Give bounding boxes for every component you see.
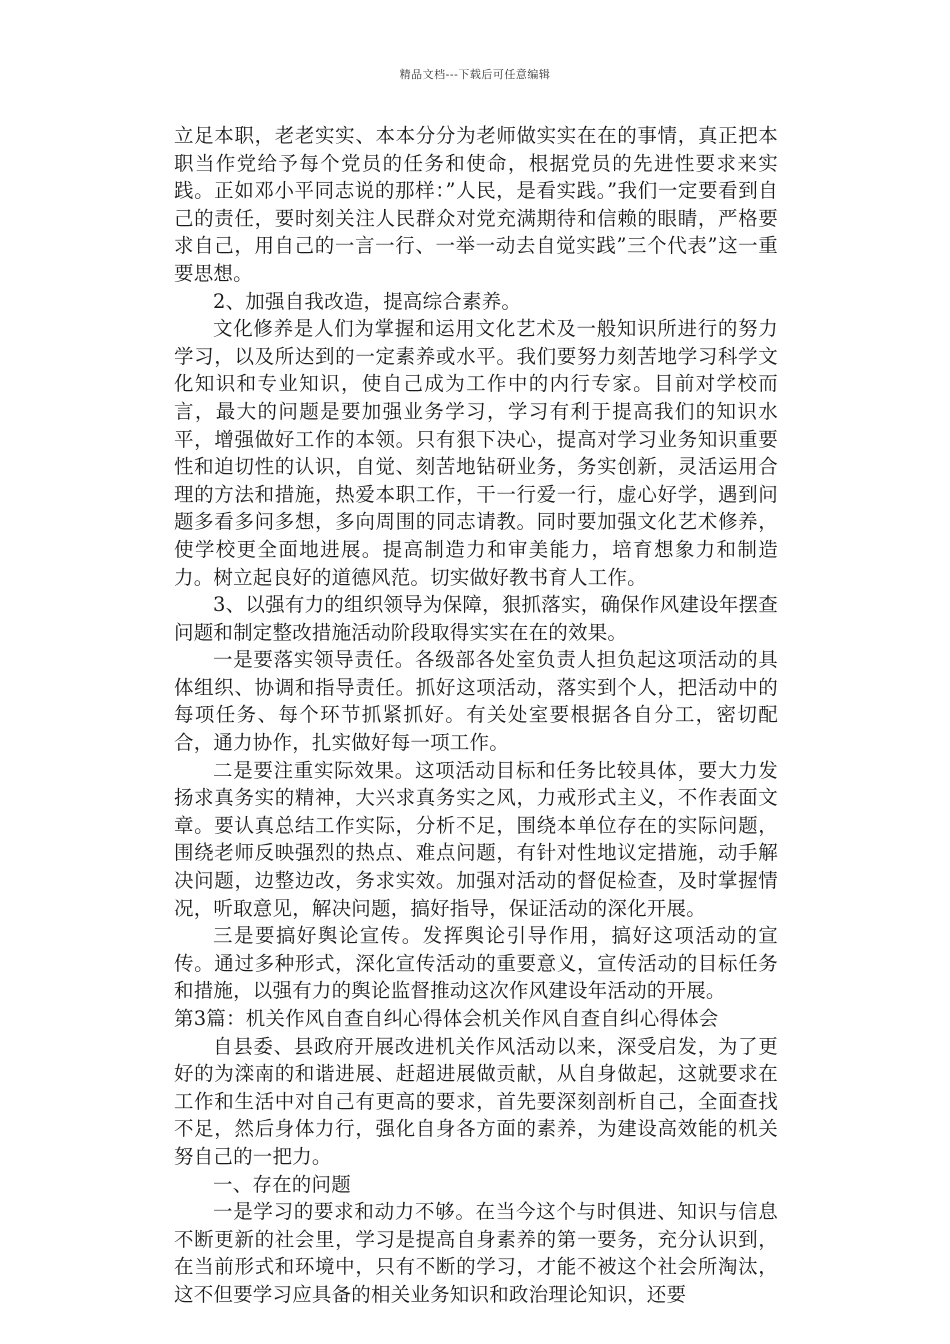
paragraph: 一是学习的要求和动力不够。在当今这个与时俱进、知识与信息不断更新的社会里，学习是提高自身素养的第一要务，充分认识到，在当前形式和环境中，只有不断的学习，才能不被这个社会所淘汰，这不但要学习应具备的相关业务知识和政治理论知识，还要 xyxy=(174,1200,778,1306)
document-body xyxy=(174,122,778,1309)
paragraph: 立足本职，老老实实、本本分分为老师做实实在在的事情，真正把本职当作党给予每个党员的任务和使命，根据党员的先进性要求来实践。正如邓小平同志说的那样：”人民，是看实践。”我们一定要看到自己的责任，要时刻关注人民群众对党充满期待和信赖的眼睛，严格要求自己，用自己的一言一行、一举一动去自觉实践”三个代表”这一重要思想。 xyxy=(174,124,778,285)
chapter-title: 第3篇：机关作风自查自纠心得体会机关作风自查自纠心得体会 xyxy=(174,1007,719,1030)
section-heading: 2、加强自我改造，提高综合素养。 xyxy=(213,289,522,313)
paragraph: 文化修养是人们为掌握和运用文化艺术及一般知识所进行的努力学习，以及所达到的一定素养或水平。我们要努力刻苦地学习科学文化知识和专业知识，使自己成为工作中的内行专家。目前对学校而言，最大的问题是要加强业务学习，学习有利于提高我们的知识水平，增强做好工作的本领。只有狠下决心，提高对学习业务知识重要性和迫切性的认识，自觉、刻苦地钻研业务，务实创新，灵活运用合理的方法和措施，热爱本职工作，干一行爱一行，虚心好学，遇到问题多看多问多想，多向周围的同志请教。同时要加强文化艺术修养，使学校更全面地进展。提高制造力和审美能力，培育想象力和制造力。树立起良好的道德风范。切实做好教书育人工作。 xyxy=(174,317,778,589)
section-heading: 3、以强有力的组织领导为保障，狠抓落实，确保作风建设年摆查问题和制定整改措施活动阶段取得实实在在的效果。 xyxy=(174,593,778,644)
section-heading: 一、存在的问题 xyxy=(213,1172,351,1196)
paragraph: 三是要搞好舆论宣传。发挥舆论引导作用，搞好这项活动的宣传。通过多种形式，深化宣传活动的重要意义，宣传活动的目标任务和措施，以强有力的舆论监督推动这次作风建设年活动的开展。 xyxy=(174,924,778,1003)
page-header: 精品文档---下载后可任意编辑 xyxy=(399,68,551,81)
paragraph: 一是要落实领导责任。各级部各处室负责人担负起这项活动的具体组织、协调和指导责任。抓好这项活动，落实到个人，把活动中的每项任务、每个环节抓紧抓好。有关处室要根据各自分工，密切配合，通力协作，扎实做好每一项工作。 xyxy=(174,648,778,755)
paragraph: 二是要注重实际效果。这项活动目标和任务比较具体，要大力发扬求真务实的精神，大兴求真务实之风，力戒形式主义，不作表面文章。要认真总结工作实际，分析不足，围绕本单位存在的实际问题，围绕老师反映强烈的热点、难点问题，有针对性地议定措施，动手解决问题，边整边改，务求实效。加强对活动的督促检查，及时掌握情况，听取意见，解决问题，搞好指导，保证活动的深化开展。 xyxy=(174,758,778,920)
paragraph: 自县委、县政府开展改进机关作风活动以来，深受启发，为了更好的为滦南的和谐进展、赶超进展做贡献，从自身做起，这就要求在工作和生活中对自己有更高的要求，首先要深刻剖析自己，全面查找不足，然后身体力行，强化自身各方面的素养，为建设高效能的机关努自己的一把力。 xyxy=(174,1034,778,1168)
